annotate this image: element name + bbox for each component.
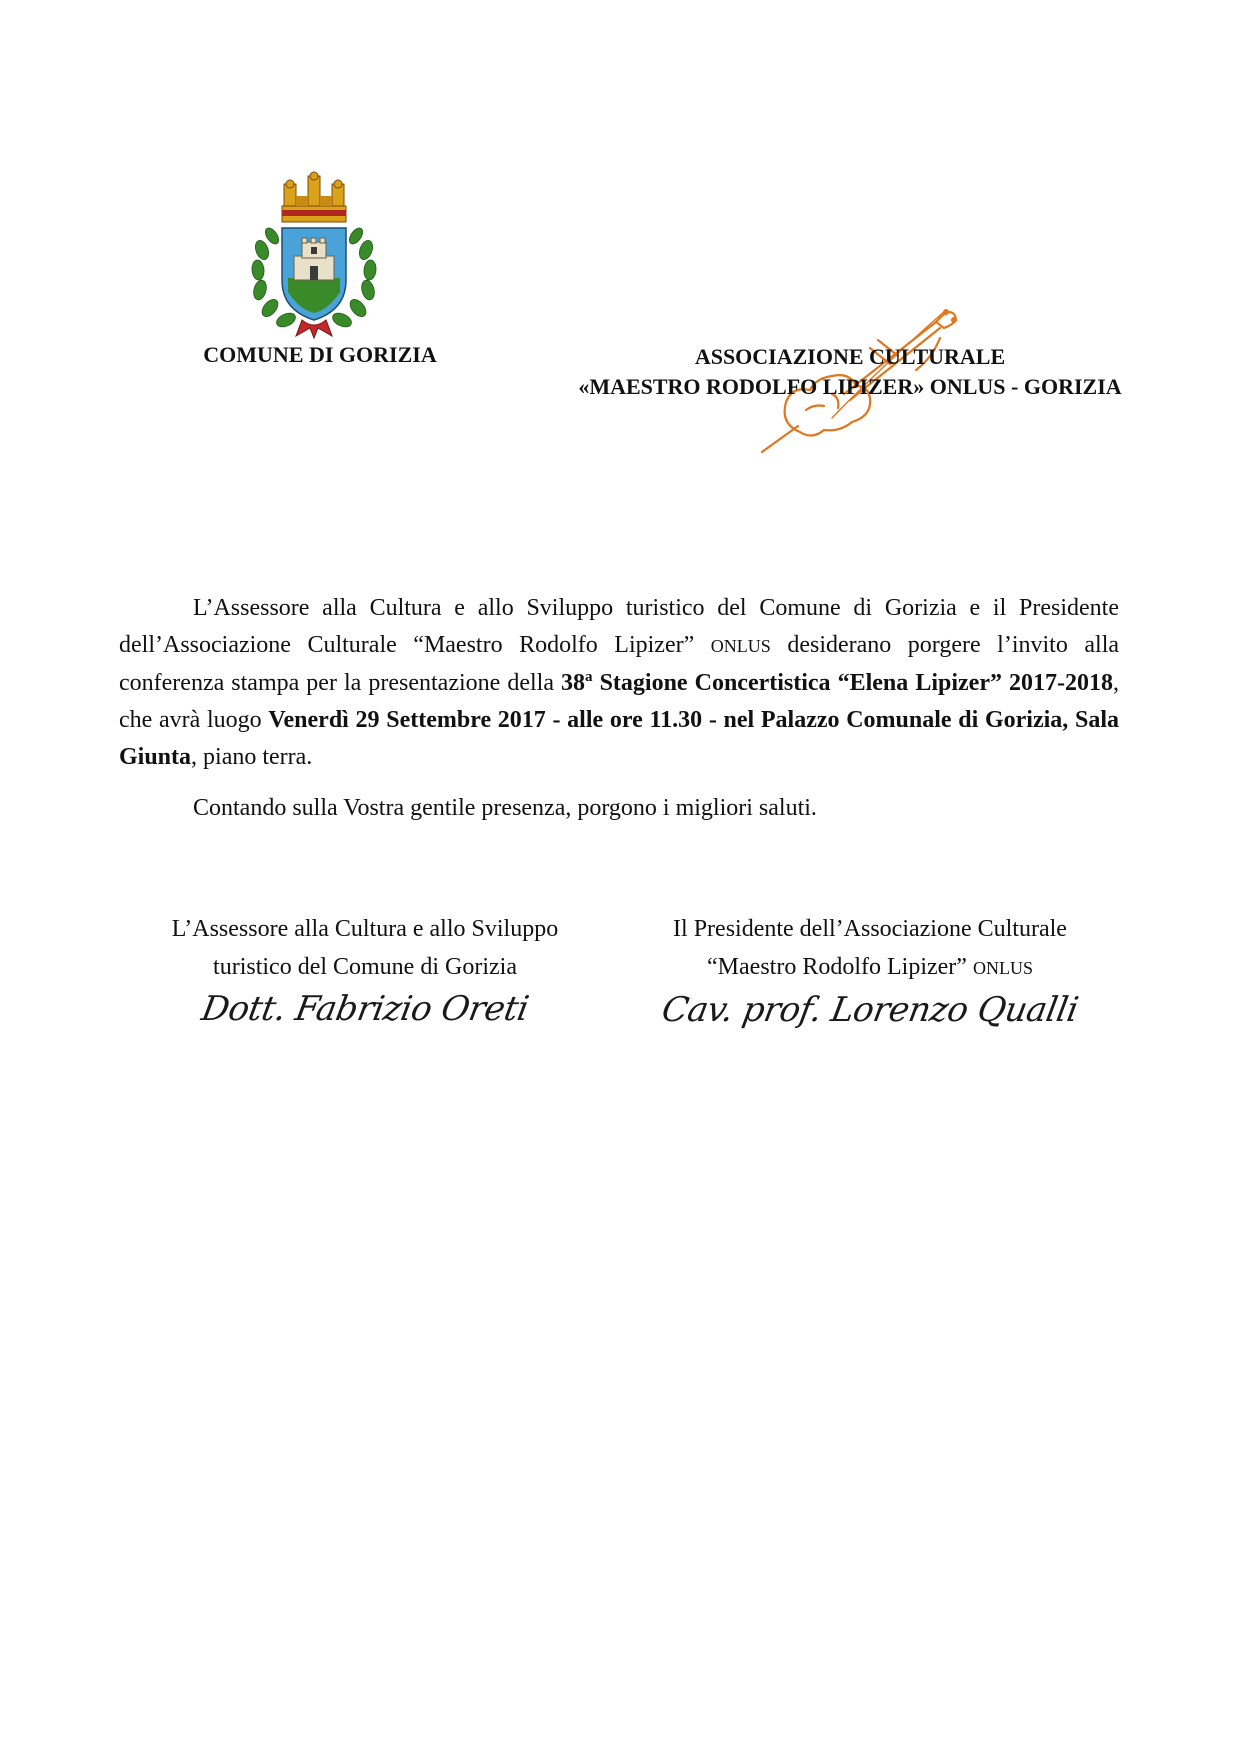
shield-icon xyxy=(282,228,346,320)
presidente-title-line2 xyxy=(640,948,1100,987)
letter-body xyxy=(119,590,1119,827)
gorizia-coat-of-arms-icon xyxy=(248,170,380,340)
associazione-name-line2: «MAESTRO RODOLFO LIPIZER» ONLUS - GORIZIA xyxy=(578,374,1122,399)
event-date-place: Venerdì 29 Settembre 2017 - alle ore 11.30 - nel Palazzo Comunale di Gorizia, Sala Giunta xyxy=(119,707,1120,770)
signature-block-presidente xyxy=(640,910,1100,1029)
signature-block-assessore xyxy=(125,910,605,1028)
assessore-title-line1: L’Assessore alla Cultura e allo Sviluppo xyxy=(171,916,559,942)
assessore-signature: Dott. Fabrizio Oreti xyxy=(198,989,532,1029)
comune-name: COMUNE DI GORIZIA xyxy=(203,342,437,367)
closing-paragraph: Contando sulla Vostra gentile presenza, porgono i migliori saluti. xyxy=(193,795,817,821)
presidente-title-line1: Il Presidente dell’Associazione Culturale xyxy=(673,916,1067,942)
assessore-title-line2: turistico del Comune di Gorizia xyxy=(213,954,517,980)
invitation-text-3: , che avrà luogo xyxy=(119,670,1120,733)
comune-header xyxy=(190,342,450,368)
season-number: 38 xyxy=(561,670,586,696)
presidente-signature: Cav. prof. Lorenzo Qualli xyxy=(658,990,1082,1030)
presidente-onlus-label: ONLUS xyxy=(972,958,1033,978)
season-title: Stagione Concertistica “Elena Lipizer” 2017-2018 xyxy=(599,670,1114,696)
associazione-header xyxy=(520,342,1180,402)
invitation-text-2: desiderano porgere l’invito alla conferenza stampa per la presentazione della xyxy=(119,632,1120,696)
crown-icon xyxy=(282,172,346,222)
associazione-name-line1: ASSOCIAZIONE CULTURALE xyxy=(694,344,1006,369)
presidente-org-name: “Maestro Rodolfo Lipizer” xyxy=(707,954,967,980)
season-ordinal: a xyxy=(585,669,593,685)
invitation-text-4: , piano terra. xyxy=(191,744,313,770)
onlus-label: ONLUS xyxy=(710,636,771,656)
invitation-text-1: L’Assessore alla Cultura e allo Sviluppo turistico del Comune di Gorizia e il Presidente dell’Associazione Culturale “Maestro Rodolfo Lipizer” xyxy=(119,595,1119,658)
ribbon-icon xyxy=(296,320,332,338)
invitation-paragraph xyxy=(119,590,1119,776)
